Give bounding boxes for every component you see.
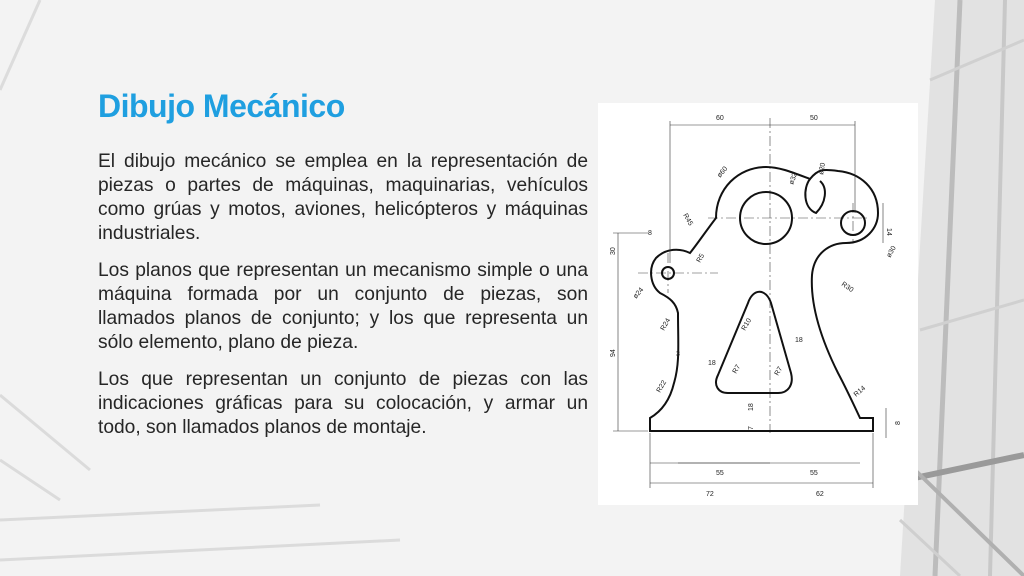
mechanical-drawing xyxy=(598,103,918,505)
dim-r24: R24 xyxy=(659,317,673,332)
slide-title: Dibujo Mecánico xyxy=(98,88,345,124)
dim-r45: R45 xyxy=(681,212,694,228)
dim-r14: R14 xyxy=(852,384,868,399)
dim-r7-left: R7 xyxy=(731,363,743,375)
dim-18-left: 18 xyxy=(708,360,716,367)
dim-phi32: ø32 xyxy=(788,171,800,186)
dim-3: 3 xyxy=(676,351,680,358)
dim-94: 94 xyxy=(610,349,617,357)
paragraph-3: Los que representan un conjunto de piezas con las indicaciones gráficas para su colocación, y armar un todo, son llamados planos de montaje. xyxy=(98,369,588,438)
dim-72: 72 xyxy=(706,491,714,498)
dim-phi60: ø60 xyxy=(716,165,730,180)
dim-55-right: 55 xyxy=(810,470,818,477)
dim-18-bottom: 18 xyxy=(748,403,755,411)
dim-r5: R5 xyxy=(695,252,707,264)
dim-55-left: 55 xyxy=(716,470,724,477)
dim-r22: R22 xyxy=(655,379,669,394)
dim-8: 8 xyxy=(648,230,652,237)
dim-r30: R30 xyxy=(839,280,855,295)
dim-50: 50 xyxy=(810,115,818,122)
paragraph-1: El dibujo mecánico se emplea en la representación de piezas o partes de máquinas, maquinarias, vehículos como grúas y motos, aviones, helicópteros y máquinas industriales. xyxy=(98,151,588,244)
dim-60: 60 xyxy=(716,115,724,122)
dim-30: 30 xyxy=(610,247,617,255)
dim-phi24: ø24 xyxy=(632,286,646,301)
paragraph-2: Los planos que representan un mecanismo simple o una máquina formada por un conjunto de piezas, son llamados planos de conjunto; y los que representa un sólo elemento, plano de pieza. xyxy=(98,260,588,353)
dim-14: 14 xyxy=(885,228,892,236)
dim-7: 7 xyxy=(748,426,755,430)
dim-phi20: ø20 xyxy=(818,162,828,176)
dim-8-base: 8 xyxy=(895,421,902,425)
dim-r7-right: R7 xyxy=(773,365,785,377)
dim-18-right: 18 xyxy=(795,337,803,344)
dim-62: 62 xyxy=(816,491,824,498)
slide-body xyxy=(98,150,588,453)
dim-r10: R10 xyxy=(740,317,754,332)
dim-phi30: ø30 xyxy=(885,245,898,259)
